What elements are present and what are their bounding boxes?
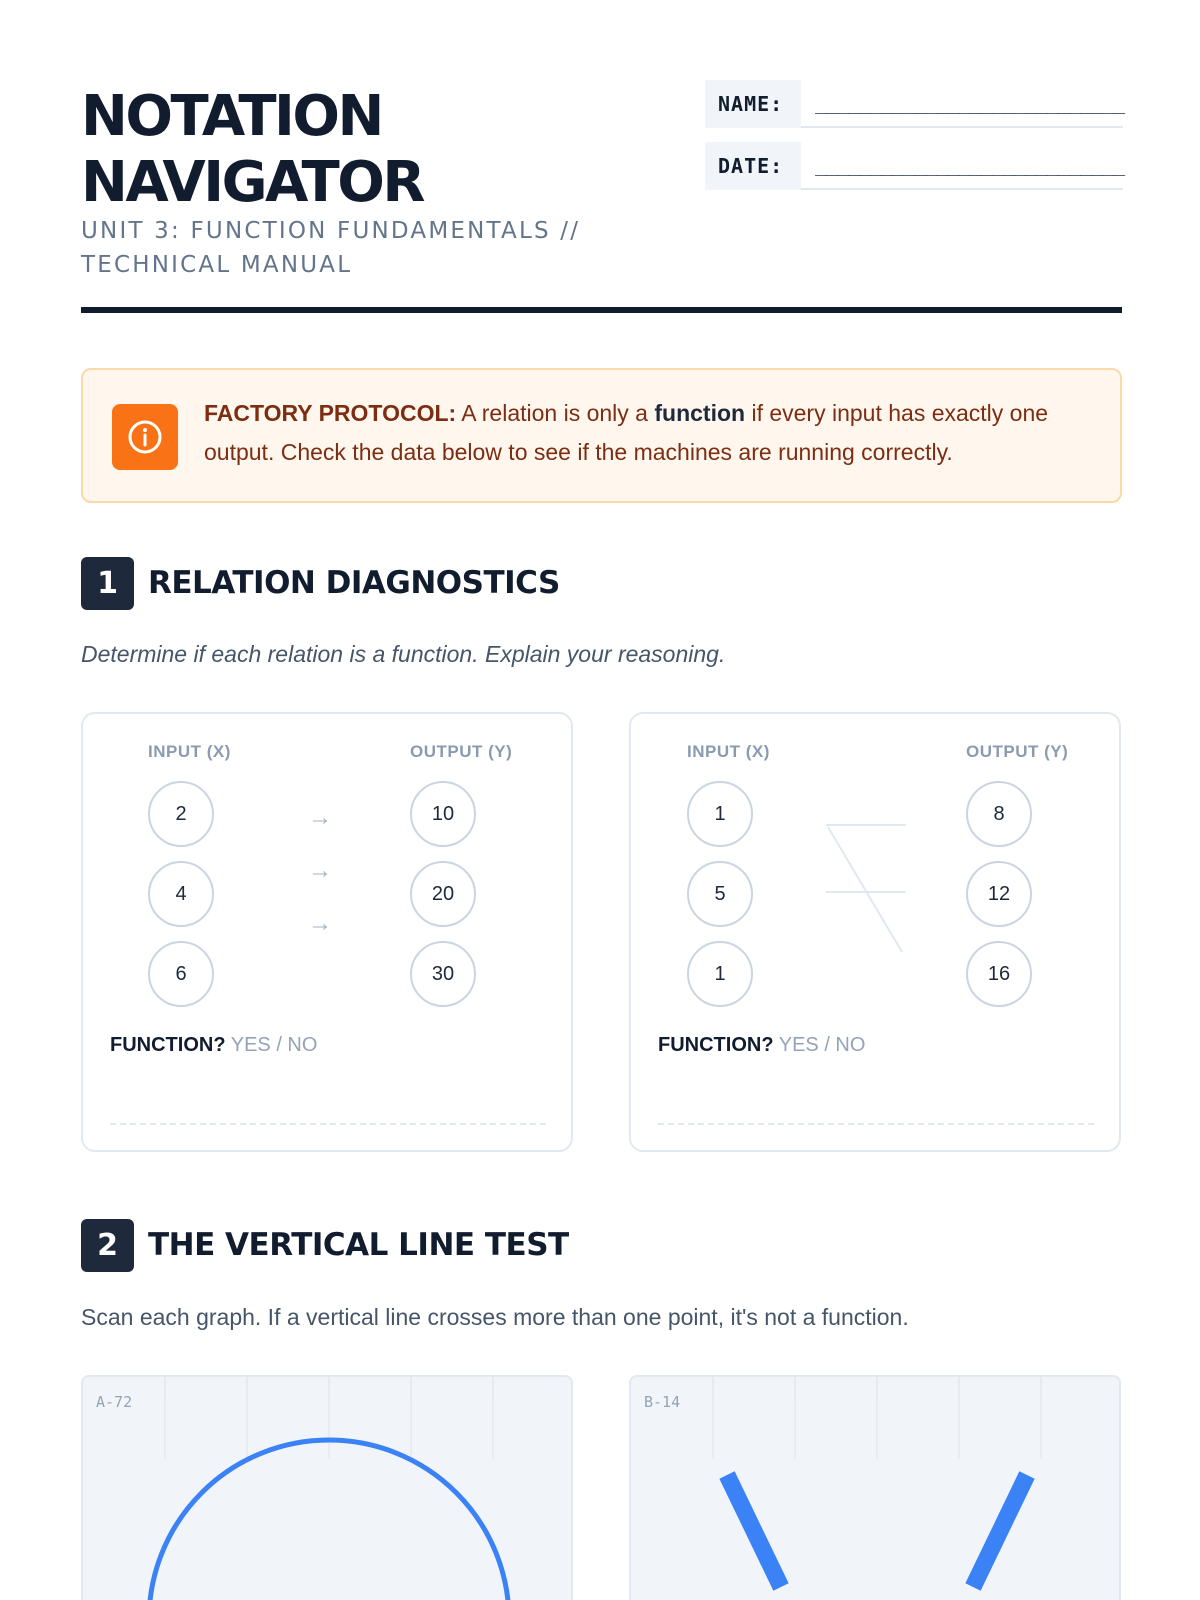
name-field[interactable] bbox=[705, 80, 1123, 128]
graph-gridlines bbox=[165, 1377, 493, 1459]
section-1-instruction: Determine if each relation is a function. Explain your reasoning. bbox=[81, 641, 726, 667]
graph-b-plot bbox=[631, 1377, 1121, 1600]
output-node: 16 bbox=[966, 941, 1032, 1007]
mapping-line bbox=[828, 827, 902, 952]
output-node: 10 bbox=[410, 781, 476, 847]
output-node: 30 bbox=[410, 941, 476, 1007]
section-1-number: 1 bbox=[81, 557, 134, 610]
graph-code-label: A-72 bbox=[96, 1393, 133, 1411]
title-line-2: NAVIGATOR bbox=[81, 150, 423, 215]
yes-no-options[interactable]: YES / NO bbox=[225, 1034, 318, 1056]
graph-panel-a bbox=[81, 1375, 573, 1600]
date-blank[interactable]: ____________________________ bbox=[815, 152, 1125, 176]
input-node: 6 bbox=[148, 941, 214, 1007]
title-line-1: NOTATION bbox=[81, 84, 382, 149]
factory-protocol-callout bbox=[81, 368, 1122, 503]
callout-lead: FACTORY PROTOCOL: bbox=[204, 400, 457, 426]
section-2-number: 2 bbox=[81, 1219, 134, 1272]
input-header: INPUT (X) bbox=[687, 742, 770, 761]
graph-code-label: B-14 bbox=[644, 1393, 681, 1411]
callout-keyword: function bbox=[654, 400, 746, 426]
worksheet-title bbox=[81, 84, 423, 216]
section-1-title: RELATION DIAGNOSTICS bbox=[148, 565, 560, 601]
output-node: 8 bbox=[966, 781, 1032, 847]
callout-text-before: A relation is only a bbox=[456, 400, 655, 426]
date-label: DATE: bbox=[705, 142, 801, 190]
input-node: 1 bbox=[687, 781, 753, 847]
circle-curve bbox=[149, 1440, 509, 1600]
v-shape-right-branch bbox=[973, 1475, 1027, 1587]
input-node: 1 bbox=[687, 941, 753, 1007]
function-question bbox=[110, 1034, 317, 1057]
v-shape-left-branch bbox=[727, 1475, 781, 1587]
relation-card-1 bbox=[81, 712, 573, 1152]
output-header: OUTPUT (Y) bbox=[966, 742, 1069, 761]
graph-gridlines bbox=[713, 1377, 1041, 1459]
name-label: NAME: bbox=[705, 80, 801, 128]
function-question bbox=[658, 1034, 865, 1057]
graph-panel-b bbox=[629, 1375, 1121, 1600]
callout-text-after: if every input has exactly one output. Check the data below to see if the machines are running correctly. bbox=[204, 400, 1049, 465]
input-header: INPUT (X) bbox=[148, 742, 231, 761]
date-field[interactable] bbox=[705, 142, 1123, 190]
input-node: 5 bbox=[687, 861, 753, 927]
info-icon bbox=[112, 404, 178, 470]
answer-line[interactable] bbox=[658, 1123, 1094, 1125]
function-question-label: FUNCTION? bbox=[110, 1034, 226, 1056]
arrow-icon: → bbox=[308, 857, 332, 884]
relation-card-2 bbox=[629, 712, 1121, 1152]
function-question-label: FUNCTION? bbox=[658, 1034, 774, 1056]
callout-text bbox=[204, 394, 1104, 472]
yes-no-options[interactable]: YES / NO bbox=[773, 1034, 866, 1056]
output-node: 20 bbox=[410, 861, 476, 927]
worksheet-subtitle bbox=[81, 214, 641, 282]
name-blank[interactable]: ____________________________ bbox=[815, 90, 1125, 114]
arrow-icon: → bbox=[308, 910, 332, 937]
subtitle-line-1: UNIT 3: FUNCTION FUNDAMENTALS // bbox=[81, 218, 581, 244]
input-node: 4 bbox=[148, 861, 214, 927]
section-2-title: THE VERTICAL LINE TEST bbox=[148, 1227, 569, 1263]
subtitle-line-2: TECHNICAL MANUAL bbox=[81, 252, 353, 278]
section-2-instruction: Scan each graph. If a vertical line crosses more than one point, it's not a function. bbox=[81, 1304, 909, 1330]
arrow-icon: → bbox=[308, 804, 332, 831]
answer-line[interactable] bbox=[110, 1123, 546, 1125]
graph-a-plot bbox=[83, 1377, 573, 1600]
mapping-lines bbox=[631, 714, 1123, 1154]
output-header: OUTPUT (Y) bbox=[410, 742, 513, 761]
output-node: 12 bbox=[966, 861, 1032, 927]
header-divider bbox=[81, 307, 1122, 313]
input-node: 2 bbox=[148, 781, 214, 847]
